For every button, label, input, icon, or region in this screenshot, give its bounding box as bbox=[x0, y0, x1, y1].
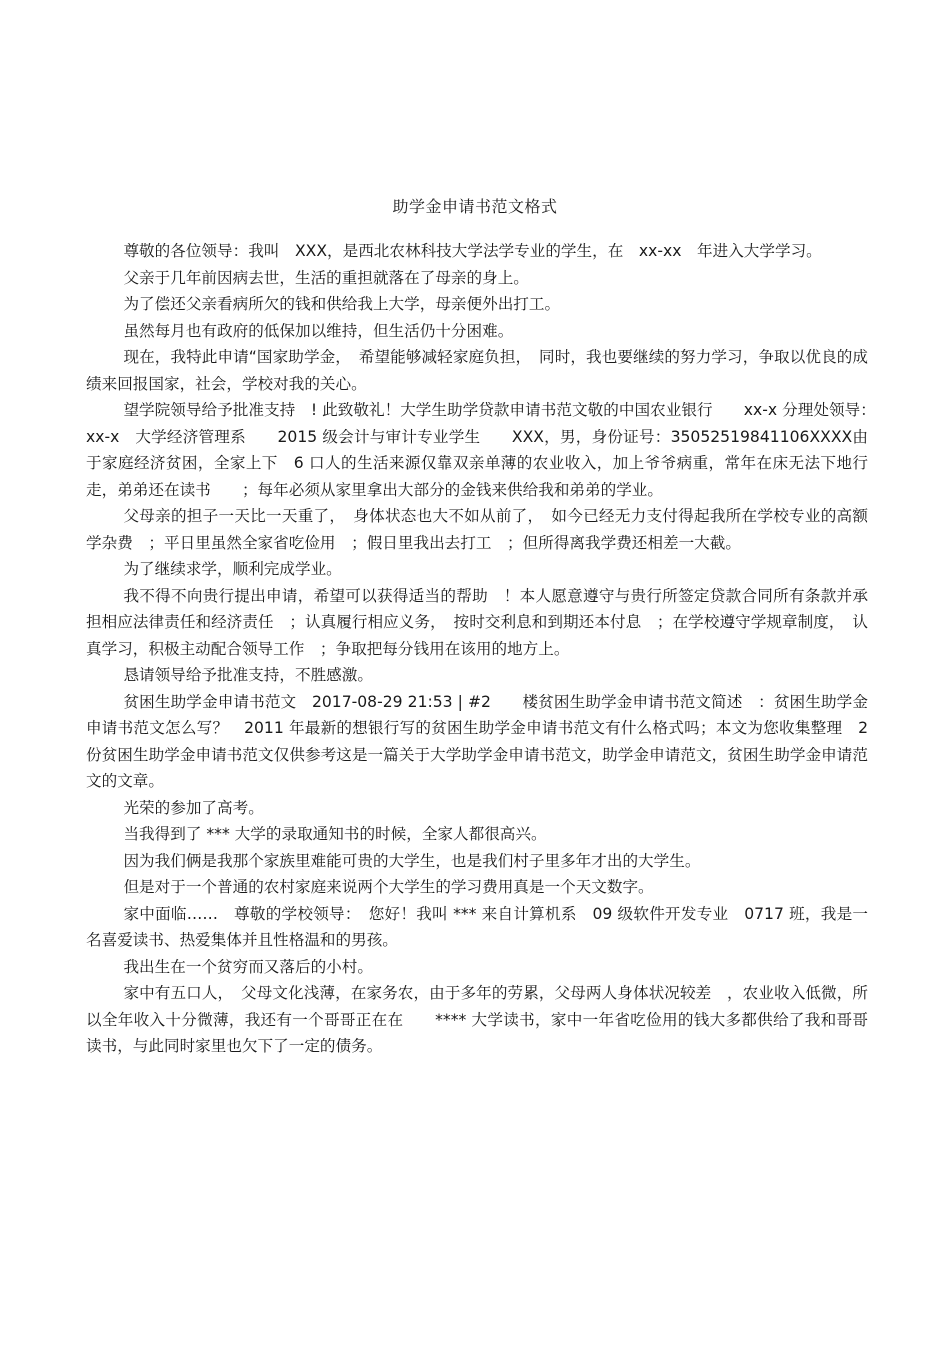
paragraph-2: 父亲于几年前因病去世，生活的重担就落在了母亲的身上。 bbox=[123, 268, 529, 287]
paragraph-17: 我出生在一个贫穷而又落后的小村。 bbox=[123, 957, 373, 976]
paragraph-6: 望学院领导给予批准支持 ! 此致敬礼！大学生助学贷款申请书范文敬的中国农业银行 xx-x 分理处领导： xx-x 大学经济管理系 2015 级会计与审计专业学生 XXX，男，身份证号：35052519841106XXXX由于家庭经济贫困，全家上下 6 口人的生活来源仅靠双亲单薄的农业收入，加上爷爷病重，常年在床无法下地行走，弟弟还在读书 ；每年必须从家里拿出大部分的金钱来供给我和弟弟的学业。 bbox=[86, 401, 884, 499]
paragraph-3: 为了偿还父亲看病所欠的钱和供给我上大学，母亲便外出打工。 bbox=[123, 295, 561, 313]
paragraph-5: 现在，我特此申请“国家助学金， 希望能够减轻家庭负担， 同时，我也要继续的努力学习，争取以优良的成绩来回报国家，社会，学校对我的关心。 bbox=[86, 348, 868, 393]
document-title: 助学金申请书范文格式 bbox=[392, 197, 558, 216]
paragraph-9: 我不得不向贵行提出申请，希望可以获得适当的帮助 ！本人愿意遵守与贵行所签定贷款合同所有条款并承担相应法律责任和经济责任 ；认真履行相应义务， 按时交利息和到期还本付息 ；在学校遵守学规章制度， 认真学习，积极主动配合领导工作 ；争取把每分钱用在该用的地方上。 bbox=[86, 586, 868, 658]
paragraph-12: 光荣的参加了高考。 bbox=[123, 798, 264, 817]
paragraph-1: 尊敬的各位领导：我叫 XXX，是西北农林科技大学法学专业的学生，在 xx-xx 年进入大学学习。 bbox=[123, 242, 822, 260]
paragraph-14: 因为我们俩是我那个家族里难能可贵的大学生，也是我们村子里多年才出的大学生。 bbox=[123, 851, 701, 870]
paragraph-7: 父母亲的担子一天比一天重了， 身体状态也大不如从前了， 如今已经无力支付得起我所在学校专业的高额学杂费 ；平日里虽然全家省吃俭用 ；假日里我出去打工 ；但所得离我学费还相差一大截。 bbox=[86, 507, 868, 552]
paragraph-11: 贫困生助学金申请书范文 2017-08-29 21:53 | #2 楼贫困生助学金申请书范文简述 ：贫困生助学金申请书范文怎么写？ 2011 年最新的想银行写的贫困生助学金申请书范文有什么格式吗；本文为您收集整理 2 份贫困生助学金申请书范文仅供参考这是一篇关于大学助学金申请书范文，助学金申请范文，贫困生助学金申请范文的文章。 bbox=[86, 692, 868, 790]
paragraph-4: 虽然每月也有政府的低保加以维持，但生活仍十分困难。 bbox=[123, 321, 514, 340]
paragraph-18: 家中有五口人， 父母文化浅薄，在家务农，由于多年的劳累，父母两人身体状况较差 ，农业收入低微，所以全年收入十分微薄，我还有一个哥哥正在在 **** 大学读书，家中一年省吃俭用的钱大多都供给了我和哥哥读书，与此同时家里也欠下了一定的债务。 bbox=[86, 984, 868, 1055]
paragraph-16: 家中面临…… 尊敬的学校领导： 您好！我叫 *** 来自计算机系 09 级软件开发专业 0717 班，我是一名喜爱读书、热爱集体并且性格温和的男孩。 bbox=[86, 904, 868, 949]
document-body bbox=[86, 238, 884, 1060]
paragraph-8: 为了继续求学，顺利完成学业。 bbox=[123, 560, 342, 578]
paragraph-13: 当我得到了 *** 大学的录取通知书的时候，全家人都很高兴。 bbox=[123, 825, 547, 843]
paragraph-10: 恳请领导给予批准支持，不胜感激。 bbox=[123, 666, 373, 684]
paragraph-15: 但是对于一个普通的农村家庭来说两个大学生的学习费用真是一个天文数字。 bbox=[123, 878, 654, 896]
